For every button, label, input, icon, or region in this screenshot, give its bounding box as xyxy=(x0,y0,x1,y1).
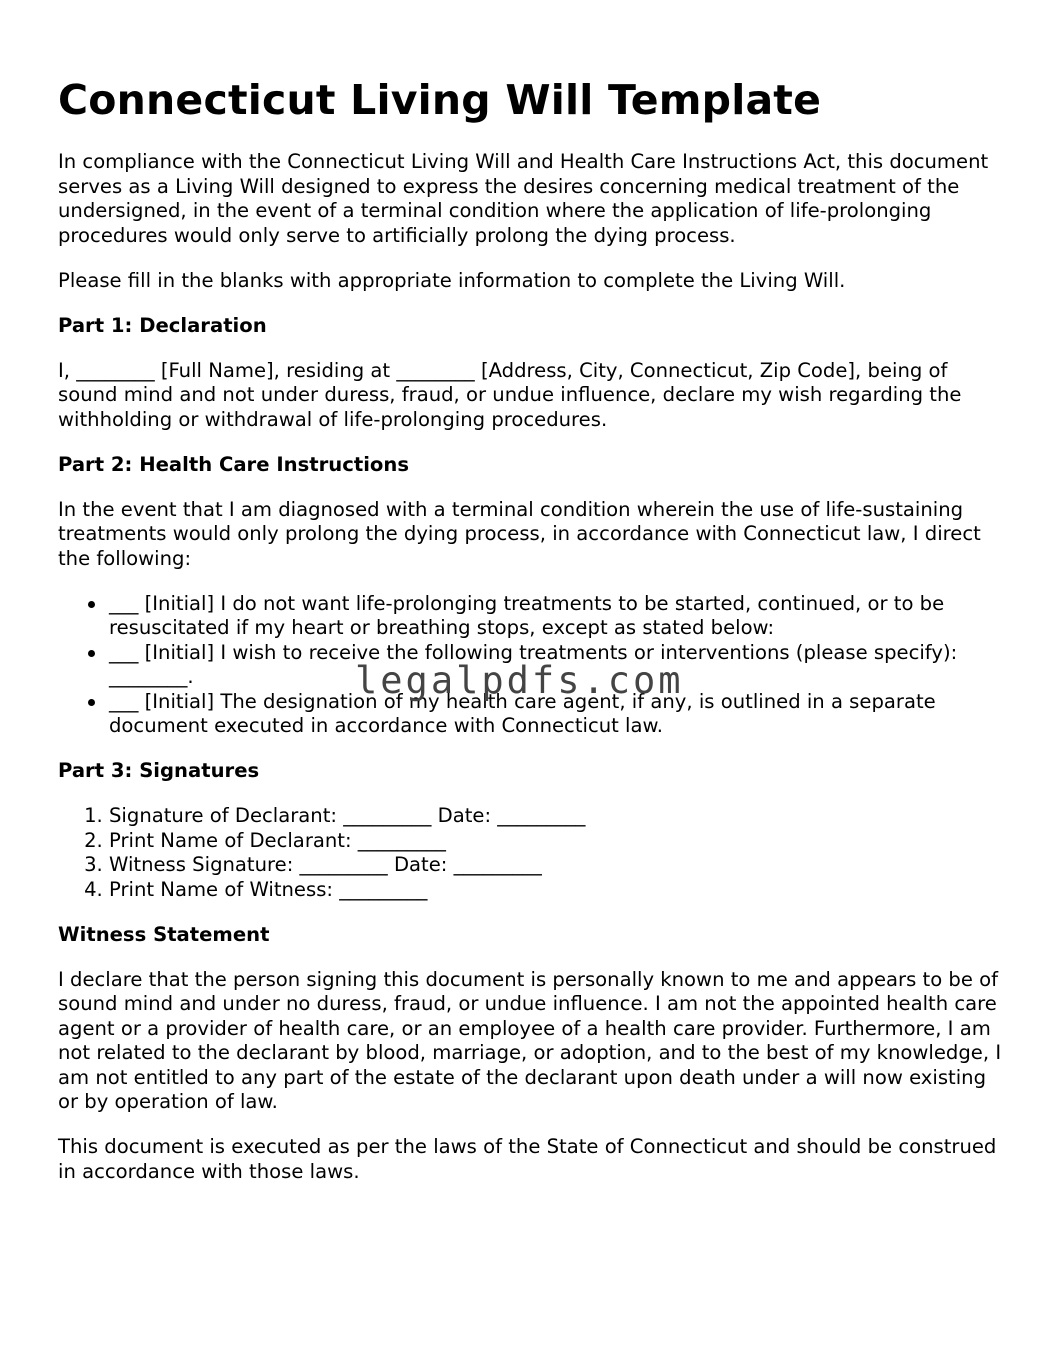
part2-heading: Part 2: Health Care Instructions xyxy=(58,452,409,476)
signatures-list xyxy=(58,804,1008,902)
witness-statement-text: I declare that the person signing this document is personally known to me and appears to be of sound mind and under no duress, fraud, or undue influence. I am not the appointed health care agent or a provider of health care, or an employee of a health care provider. Furthermore, I am not related to the declarant by blood, marriage, or adoption, and to the best of my knowledge, I am not entitled to any part of the estate of the declarant upon death under a will now existing or by operation of law. xyxy=(58,967,1002,1113)
list-item: 4. Print Name of Witness: _________ xyxy=(109,878,1008,903)
intro-paragraph: In compliance with the Connecticut Living Will and Health Care Instructions Act, this document serves as a Living Will designed to express the desires concerning medical treatment of the undersigned, in the event of a terminal condition where the application of life-prolonging procedures would only serve to artificially prolong the dying process. xyxy=(58,150,989,247)
part1-declaration-text: I, ________ [Full Name], residing at ________ [Address, City, Connecticut, Zip Code], being of sound mind and not under duress, fraud, or undue influence, declare my wish regarding the withholding or withdrawal of life-prolonging procedures. xyxy=(58,358,962,431)
watermark-text: legalpdfs.com xyxy=(355,659,684,702)
closing-paragraph: This document is executed as per the laws of the State of Connecticut and should be construed in accordance with those laws. xyxy=(58,1135,997,1183)
document-title: Connecticut Living Will Template xyxy=(58,76,822,124)
part3-heading: Part 3: Signatures xyxy=(58,759,260,782)
part1-heading: Part 1: Declaration xyxy=(58,313,267,337)
list-item: 2. Print Name of Declarant: _________ xyxy=(109,829,1008,854)
list-item: 1. Signature of Declarant: _________ Date: _________ xyxy=(109,804,1008,829)
part2-instructions-text: In the event that I am diagnosed with a terminal condition wherein the use of life-sustaining treatments would only prolong the dying process, in accordance with Connecticut law, I direct the following: xyxy=(58,497,981,570)
fill-instructions: Please fill in the blanks with appropriate information to complete the Living Will. xyxy=(58,268,846,292)
list-item: ___ [Initial] I wish to receive the following treatments or interventions (please specify): ________. xyxy=(109,641,1008,690)
health-care-options-list xyxy=(58,592,1008,739)
document-page xyxy=(58,72,1008,1205)
witness-statement-heading: Witness Statement xyxy=(58,922,270,946)
list-item: ___ [Initial] I do not want life-prolonging treatments to be started, continued, or to be resuscitated if my heart or breathing stops, except as stated below: xyxy=(109,592,1008,641)
list-item: ___ [Initial] The designation of my health care agent, if any, is outlined in a separate document executed in accordance with Connecticut law. xyxy=(109,690,1008,739)
list-item: 3. Witness Signature: _________ Date: _________ xyxy=(109,853,1008,878)
